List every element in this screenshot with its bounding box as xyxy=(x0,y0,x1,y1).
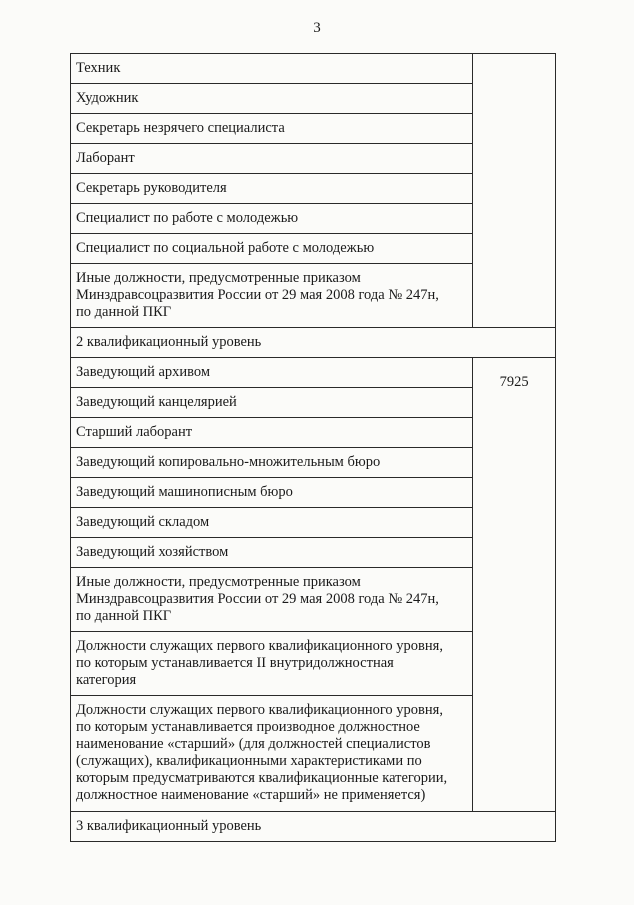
text-line: Иные должности, предусмотренные приказом xyxy=(76,270,361,286)
text-line: по данной ПКГ xyxy=(76,304,172,320)
position-name: Заведующий машинописным бюро xyxy=(71,478,473,508)
text-line: которым предусматриваются квалификационные категории, xyxy=(76,770,448,786)
level-row xyxy=(71,328,556,358)
table-row xyxy=(71,358,556,388)
text-line: категория xyxy=(76,672,137,688)
salary-table xyxy=(70,53,556,842)
table-row xyxy=(71,54,556,84)
position-name-other xyxy=(71,264,473,328)
text-line: Минздравсоцразвития России от 29 мая 2008 года № 247н, xyxy=(76,591,439,607)
text-line: Иные должности, предусмотренные приказом xyxy=(76,574,361,590)
position-name: Заведующий хозяйством xyxy=(71,538,473,568)
text-line: по которым устанавливается II внутридолжностная xyxy=(76,655,394,671)
text-line: должностное наименование «старший» не применяется) xyxy=(76,787,426,803)
position-name: Художник xyxy=(71,84,473,114)
text-line: Минздравсоцразвития России от 29 мая 2008 года № 247н, xyxy=(76,287,439,303)
text-line: Должности служащих первого квалификационного уровня, xyxy=(76,638,443,654)
qualification-level-2: 2 квалификационный уровень xyxy=(71,328,556,358)
text-line: по данной ПКГ xyxy=(76,608,172,624)
qualification-level-3: 3 квалификационный уровень xyxy=(71,812,556,842)
position-name: Техник xyxy=(71,54,473,84)
position-name: Лаборант xyxy=(71,144,473,174)
text-line: наименование «старший» (для должностей специалистов xyxy=(76,736,431,752)
text-line: (служащих), квалификационными характеристиками по xyxy=(76,753,422,769)
position-name: Заведующий складом xyxy=(71,508,473,538)
position-name: Секретарь руководителя xyxy=(71,174,473,204)
position-name: Старший лаборант xyxy=(71,418,473,448)
page-number: 3 xyxy=(313,20,321,36)
position-name-first-level-ii xyxy=(71,632,473,696)
position-name: Заведующий архивом xyxy=(71,358,473,388)
text-line: по которым устанавливается производное должностное xyxy=(76,719,420,735)
position-name: Заведующий копировально-множительным бюро xyxy=(71,448,473,478)
level-row xyxy=(71,812,556,842)
position-name: Заведующий канцелярией xyxy=(71,388,473,418)
salary-value xyxy=(473,54,556,328)
position-name: Специалист по социальной работе с молодежью xyxy=(71,234,473,264)
position-name-first-level-senior xyxy=(71,696,473,812)
text-line: Должности служащих первого квалификационного уровня, xyxy=(76,702,443,718)
position-name-other xyxy=(71,568,473,632)
salary-value: 7925 xyxy=(473,358,556,812)
position-name: Специалист по работе с молодежью xyxy=(71,204,473,234)
position-name: Секретарь незрячего специалиста xyxy=(71,114,473,144)
